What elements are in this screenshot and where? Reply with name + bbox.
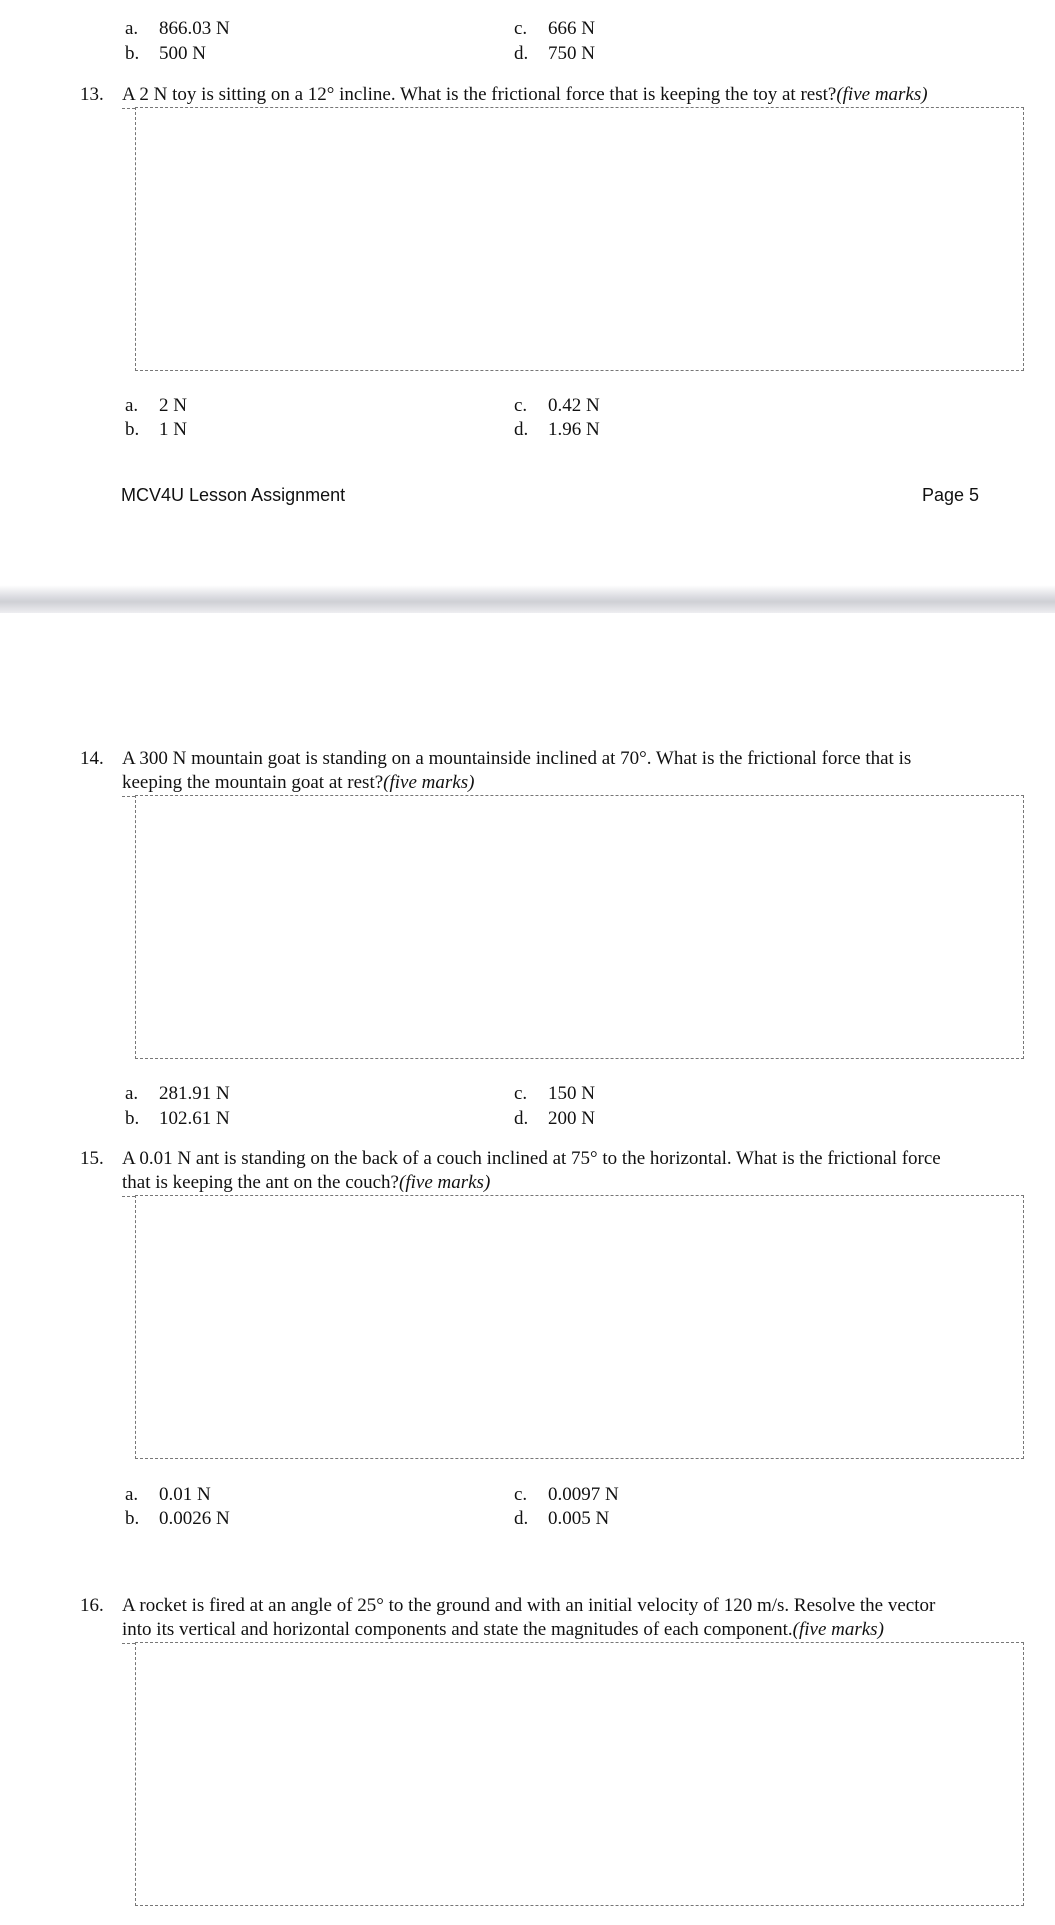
q14-option-d: d. 200 N bbox=[514, 1108, 595, 1129]
q14-option-a: a. 281.91 N bbox=[125, 1083, 230, 1104]
q14-option-c: c. 150 N bbox=[514, 1083, 595, 1104]
q13-option-b: b. 1 N bbox=[125, 419, 187, 440]
question-number: 13. bbox=[80, 84, 104, 105]
q12-option-a: a. 866.03 N bbox=[125, 18, 230, 39]
q12-option-c: c. 666 N bbox=[514, 18, 595, 39]
question-number: 14. bbox=[80, 748, 104, 769]
q15-option-a: a. 0.01 N bbox=[125, 1484, 211, 1505]
answer-box-15[interactable] bbox=[135, 1195, 1024, 1459]
q13-option-c: c. 0.42 N bbox=[514, 395, 600, 416]
page-divider bbox=[0, 585, 1055, 613]
marks-label: (five marks) bbox=[792, 1619, 884, 1640]
question-number: 16. bbox=[80, 1595, 104, 1616]
question-number: 15. bbox=[80, 1148, 104, 1169]
question-text-line2: that is keeping the ant on the couch? bbox=[122, 1172, 399, 1193]
answer-box-14[interactable] bbox=[135, 795, 1024, 1059]
marks-label: (five marks) bbox=[399, 1172, 491, 1193]
q14-option-b: b. 102.61 N bbox=[125, 1108, 230, 1129]
footer-page-number: Page 5 bbox=[922, 485, 980, 505]
footer-course-title: MCV4U Lesson Assignment bbox=[121, 485, 346, 505]
answer-box-16[interactable] bbox=[135, 1642, 1024, 1906]
q13-option-d: d. 1.96 N bbox=[514, 419, 600, 440]
question-text-line2: keeping the mountain goat at rest? bbox=[122, 772, 384, 793]
q15-option-b: b. 0.0026 N bbox=[125, 1508, 230, 1529]
question-text-line1: A rocket is fired at an angle of 25° to the ground and with an initial velocity of 120 m/s. Resolve the vector bbox=[122, 1595, 936, 1616]
q12-option-b: b. 500 N bbox=[125, 43, 206, 64]
q13-option-a: a. 2 N bbox=[125, 395, 187, 416]
question-text-line1: A 0.01 N ant is standing on the back of a couch inclined at 75° to the horizontal. What is the frictional force bbox=[122, 1148, 941, 1169]
answer-box-13[interactable] bbox=[135, 107, 1024, 371]
q12-option-d: d. 750 N bbox=[514, 43, 595, 64]
question-text-line1: A 300 N mountain goat is standing on a mountainside inclined at 70°. What is the frictional force that is bbox=[122, 748, 912, 769]
marks-label: (five marks) bbox=[383, 772, 475, 793]
q15-option-d: d. 0.005 N bbox=[514, 1508, 610, 1529]
question-text: A 2 N toy is sitting on a 12° incline. What is the frictional force that is keeping the toy at rest? bbox=[122, 84, 837, 105]
marks-label: (five marks) bbox=[836, 84, 928, 105]
q15-option-c: c. 0.0097 N bbox=[514, 1484, 619, 1505]
question-text-line2: into its vertical and horizontal components and state the magnitudes of each component. bbox=[122, 1619, 793, 1640]
